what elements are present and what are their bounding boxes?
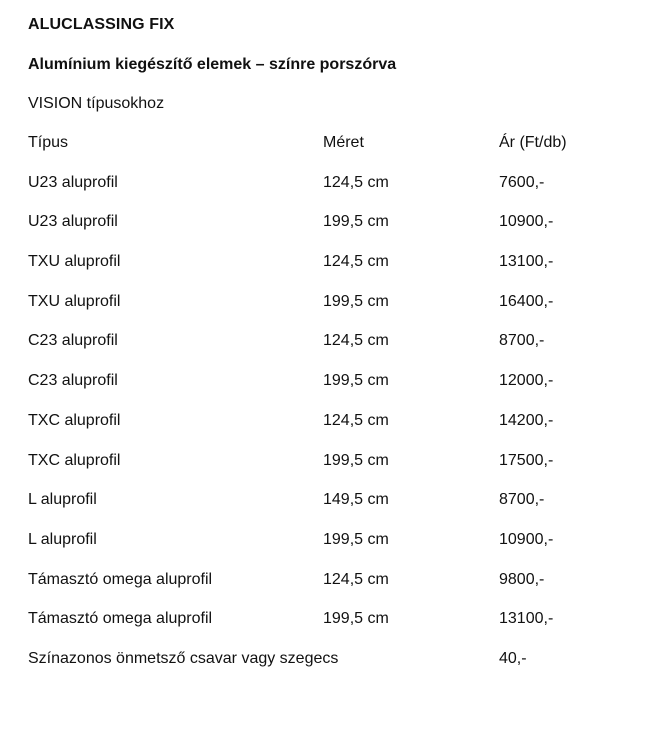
type-cell: U23 aluprofil: [28, 173, 118, 191]
price-cell: 13100,-: [499, 253, 554, 271]
price-cell: 10900,-: [499, 530, 554, 548]
table-row: [28, 332, 628, 372]
price-cell: 8700,-: [499, 491, 545, 509]
price-cell: 40,-: [499, 649, 527, 667]
document-title: ALUCLASSING FIX: [28, 16, 175, 33]
price-table: [28, 134, 628, 690]
price-cell: 10900,-: [499, 213, 554, 231]
table-header-row: [28, 134, 628, 174]
type-cell: TXC aluprofil: [28, 451, 121, 469]
type-cell: Támasztó omega aluprofil: [28, 570, 213, 588]
header-type: Típus: [28, 134, 69, 151]
price-cell: 16400,-: [499, 292, 554, 310]
table-row: [28, 372, 628, 412]
type-cell: TXC aluprofil: [28, 411, 121, 429]
header-size: Méret: [323, 134, 364, 151]
price-cell: 8700,-: [499, 332, 545, 350]
size-cell: 199,5 cm: [323, 213, 389, 231]
table-row: [28, 174, 628, 214]
price-cell: 14200,-: [499, 411, 554, 429]
type-cell: U23 aluprofil: [28, 213, 118, 231]
table-row: [28, 412, 628, 452]
table-row: [28, 491, 628, 531]
type-cell: C23 aluprofil: [28, 332, 118, 350]
type-cell: TXU aluprofil: [28, 292, 121, 310]
size-cell: 199,5 cm: [323, 292, 389, 310]
size-cell: 124,5 cm: [323, 253, 389, 271]
table-row: [28, 452, 628, 492]
size-cell: 199,5 cm: [323, 610, 389, 628]
price-cell: 7600,-: [499, 173, 545, 191]
table-row: [28, 213, 628, 253]
table-row: [28, 293, 628, 333]
type-cell: Színazonos önmetsző csavar vagy szegecs: [28, 649, 339, 667]
type-cell: C23 aluprofil: [28, 372, 118, 390]
document-note: VISION típusokhoz: [28, 95, 165, 112]
table-row: [28, 650, 628, 690]
type-cell: L aluprofil: [28, 491, 97, 509]
size-cell: 199,5 cm: [323, 372, 389, 390]
table-row: [28, 253, 628, 293]
type-cell: Támasztó omega aluprofil: [28, 610, 213, 628]
size-cell: 124,5 cm: [323, 173, 389, 191]
table-row: [28, 610, 628, 650]
price-cell: 12000,-: [499, 372, 554, 390]
size-cell: 124,5 cm: [323, 332, 389, 350]
size-cell: 149,5 cm: [323, 491, 389, 509]
document-subtitle: Alumínium kiegészítő elemek – színre porszórva: [28, 56, 397, 73]
size-cell: 199,5 cm: [323, 530, 389, 548]
size-cell: 124,5 cm: [323, 570, 389, 588]
price-cell: 13100,-: [499, 610, 554, 628]
table-row: [28, 571, 628, 611]
price-cell: 17500,-: [499, 451, 554, 469]
type-cell: TXU aluprofil: [28, 253, 121, 271]
size-cell: 199,5 cm: [323, 451, 389, 469]
price-cell: 9800,-: [499, 570, 545, 588]
size-cell: 124,5 cm: [323, 411, 389, 429]
header-price: Ár (Ft/db): [499, 134, 567, 151]
type-cell: L aluprofil: [28, 530, 97, 548]
table-row: [28, 531, 628, 571]
